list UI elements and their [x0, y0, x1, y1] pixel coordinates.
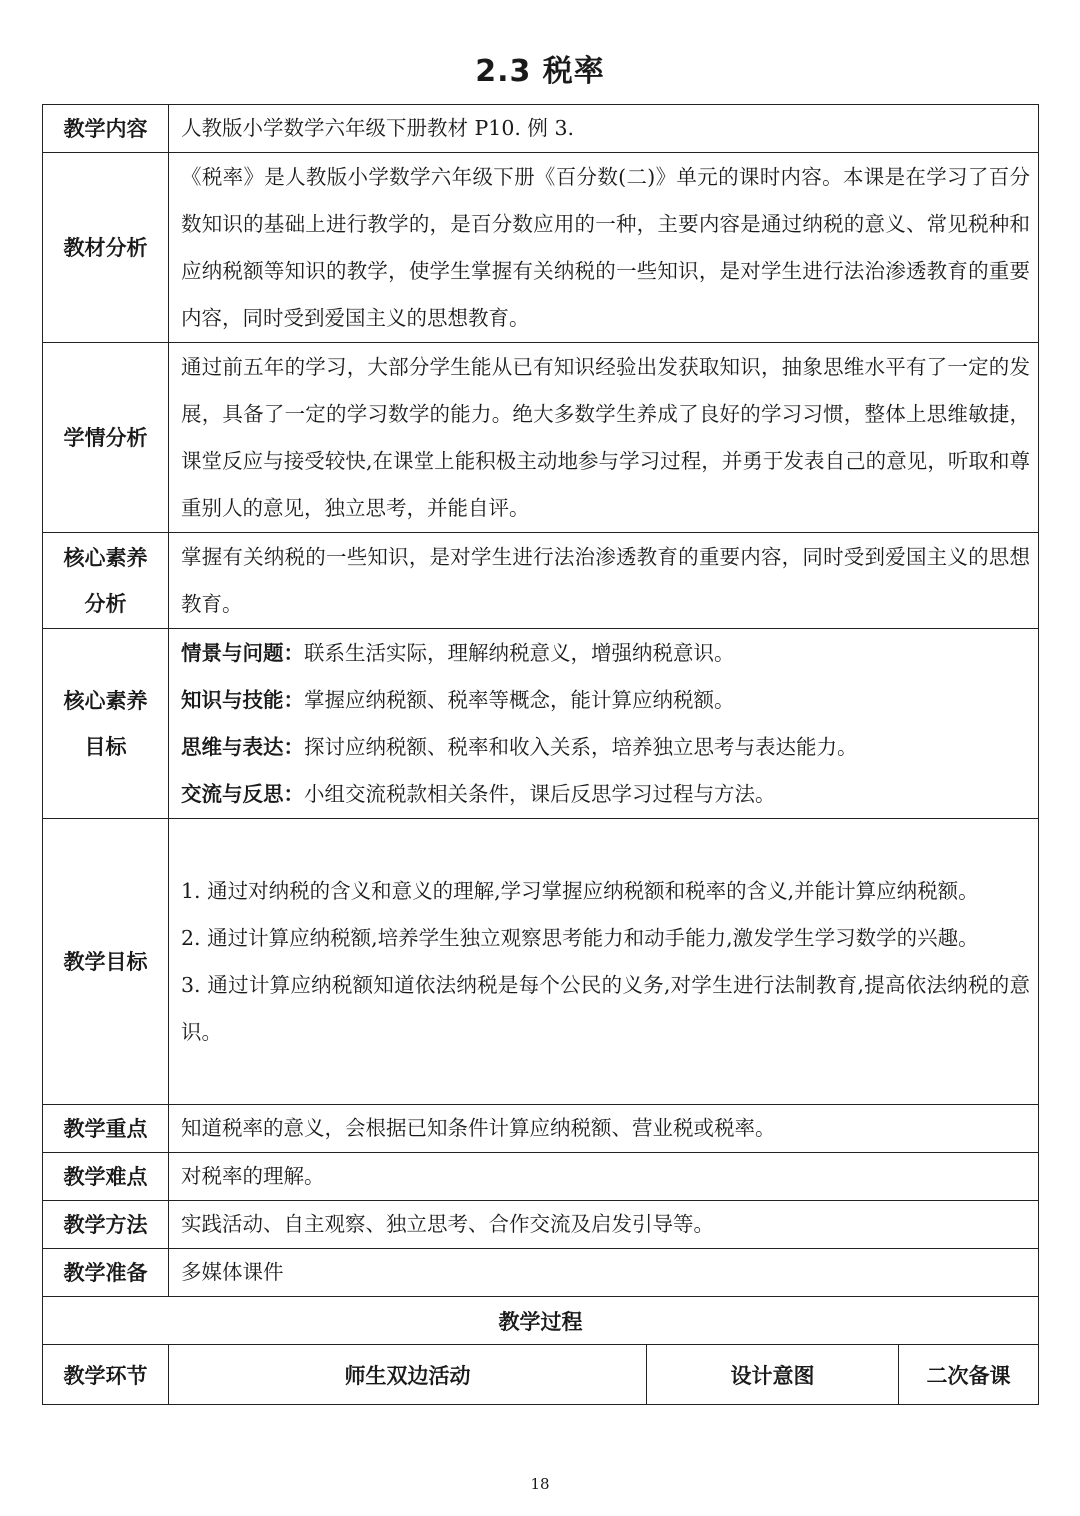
row-text: 多媒体课件: [169, 1249, 1039, 1297]
goal-item: [181, 724, 1030, 771]
row-label: 教学准备: [43, 1249, 169, 1297]
row-text: 掌握有关纳税的一些知识，是对学生进行法治渗透教育的重要内容，同时受到爱国主义的思想教育。: [169, 533, 1039, 629]
label-line: 目标: [84, 734, 127, 759]
page-number: 18: [530, 1475, 550, 1493]
row-core-analysis: [43, 533, 1039, 629]
row-difficulty: [43, 1153, 1039, 1201]
label-line: 核心素养: [63, 545, 148, 570]
row-process-title: [43, 1297, 1039, 1345]
row-text: 《税率》是人教版小学数学六年级下册《百分数(二)》单元的课时内容。本课是在学习了百分数知识的基础上进行教学的，是百分数应用的一种，主要内容是通过纳税的意义、常见税种和应纳税额等知识的教学，使学生掌握有关纳税的一些知识，是对学生进行法治渗透教育的重要内容，同时受到爱国主义的思想教育。: [169, 153, 1039, 343]
column-header: 二次备课: [899, 1345, 1039, 1405]
lesson-plan-table: [42, 104, 1039, 1405]
goal-text: 探讨应纳税额、税率和收入关系，培养独立思考与表达能力。: [304, 734, 858, 759]
objective-item: 3. 通过计算应纳税额知道依法纳税是每个公民的义务,对学生进行法制教育,提高依法纳税的意识。: [181, 972, 1031, 1044]
row-text: [169, 819, 1039, 1105]
row-label: [43, 533, 169, 629]
goal-heading: 思维与表达：: [181, 734, 304, 759]
goal-item: [181, 677, 1030, 724]
row-text: 对税率的理解。: [169, 1153, 1039, 1201]
column-header: 设计意图: [647, 1345, 899, 1405]
row-text: [169, 629, 1039, 819]
row-label: 教学内容: [43, 105, 169, 153]
row-core-goals: [43, 629, 1039, 819]
goal-item: [181, 771, 1030, 818]
row-material-analysis: [43, 153, 1039, 343]
row-preparation: [43, 1249, 1039, 1297]
goal-text: 联系生活实际，理解纳税意义，增强纳税意识。: [304, 640, 735, 665]
goal-text: 掌握应纳税额、税率等概念，能计算应纳税额。: [304, 687, 735, 712]
row-label: [43, 629, 169, 819]
row-text: 知道税率的意义，会根据已知条件计算应纳税额、营业税或税率。: [169, 1105, 1039, 1153]
row-text: 实践活动、自主观察、独立思考、合作交流及启发引导等。: [169, 1201, 1039, 1249]
goal-item: [181, 630, 1030, 677]
row-student-analysis: [43, 343, 1039, 533]
process-title: 教学过程: [43, 1297, 1039, 1345]
row-process-headers: [43, 1345, 1039, 1405]
label-line: 核心素养: [63, 688, 148, 713]
objective-item: 2. 通过计算应纳税额,培养学生独立观察思考能力和动手能力,激发学生学习数学的兴趣。: [181, 925, 979, 950]
column-header: 师生双边活动: [169, 1345, 647, 1405]
goal-heading: 知识与技能：: [181, 687, 304, 712]
row-label: 教学重点: [43, 1105, 169, 1153]
goal-heading: 交流与反思：: [181, 781, 304, 806]
goal-text: 小组交流税款相关条件，课后反思学习过程与方法。: [304, 781, 776, 806]
row-teaching-objectives: [43, 819, 1039, 1105]
row-label: 学情分析: [43, 343, 169, 533]
row-label: 教学方法: [43, 1201, 169, 1249]
label-line: 分析: [84, 591, 127, 616]
row-method: [43, 1201, 1039, 1249]
objective-item: 1. 通过对纳税的含义和意义的理解,学习掌握应纳税额和税率的含义,并能计算应纳税额。: [181, 878, 979, 903]
goal-heading: 情景与问题：: [181, 640, 304, 665]
row-key-point: [43, 1105, 1039, 1153]
row-teaching-content: [43, 105, 1039, 153]
row-text: 通过前五年的学习，大部分学生能从已有知识经验出发获取知识，抽象思维水平有了一定的发展，具备了一定的学习数学的能力。绝大多数学生养成了良好的学习习惯，整体上思维敏捷，课堂反应与接受较快,在课堂上能积极主动地参与学习过程，并勇于发表自己的意见，听取和尊重别人的意见，独立思考，并能自评。: [169, 343, 1039, 533]
row-text: 人教版小学数学六年级下册教材 P10. 例 3.: [169, 105, 1039, 153]
row-label: 教材分析: [43, 153, 169, 343]
row-label: 教学难点: [43, 1153, 169, 1201]
page-title: 2.3 税率: [475, 54, 605, 89]
row-label: 教学目标: [43, 819, 169, 1105]
column-header: 教学环节: [43, 1345, 169, 1405]
